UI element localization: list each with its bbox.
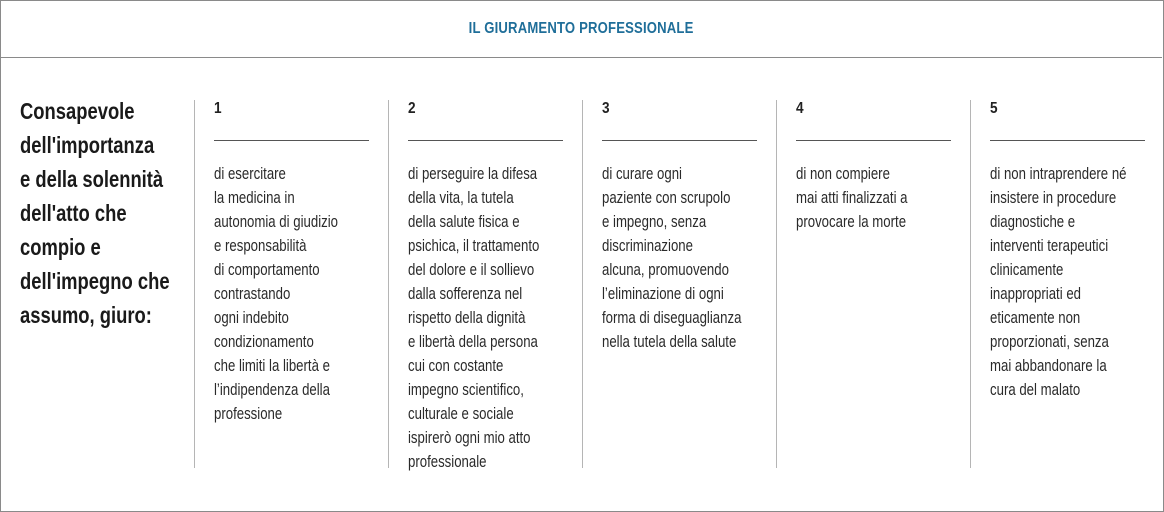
oath-line: mai abbandonare la <box>990 357 1107 375</box>
oath-column-2 <box>388 100 583 471</box>
oath-line: alcuna, promuovendo <box>602 261 729 279</box>
oath-line: impegno scientifico, <box>408 381 524 399</box>
intro-line: compio e <box>20 234 101 260</box>
oath-line: l’indipendenza della <box>214 381 330 399</box>
oath-line: professione <box>214 405 283 423</box>
oath-column-5 <box>970 100 1164 468</box>
divider <box>990 140 1145 141</box>
divider <box>408 140 563 141</box>
intro-line: dell'importanza <box>20 132 155 158</box>
oath-line: clinicamente <box>990 261 1064 279</box>
oath-text <box>408 162 539 474</box>
oath-text <box>990 162 1127 402</box>
oath-line: contrastando <box>214 285 291 303</box>
intro-line: Consapevole <box>20 98 135 124</box>
intro-text <box>20 94 196 332</box>
oath-line: di non intraprendere né <box>990 165 1127 183</box>
oath-line: eticamente non <box>990 309 1081 327</box>
oath-line: di esercitare <box>214 165 286 183</box>
page-title: IL GIURAMENTO PROFESSIONALE <box>468 19 694 37</box>
oath-line: provocare la morte <box>796 213 907 231</box>
oath-line: della salute fisica e <box>408 213 520 231</box>
oath-line: dalla sofferenza nel <box>408 285 523 303</box>
oath-line: proporzionati, senza <box>990 333 1109 351</box>
oath-line: della vita, la tutela <box>408 189 514 207</box>
oath-column-3 <box>582 100 777 468</box>
oath-line: ogni indebito <box>214 309 289 327</box>
oath-text <box>602 162 741 354</box>
divider <box>796 140 951 141</box>
intro-line: dell'impegno che <box>20 268 170 294</box>
oath-line: culturale e sociale <box>408 405 514 423</box>
oath-line: cura del malato <box>990 381 1081 399</box>
oath-line: l’eliminazione di ogni <box>602 285 724 303</box>
oath-line: di non compiere <box>796 165 890 183</box>
divider <box>602 140 757 141</box>
oath-number: 4 <box>796 100 804 117</box>
oath-line: del dolore e il sollievo <box>408 261 535 279</box>
oath-line: diagnostiche e <box>990 213 1076 231</box>
oath-line: mai atti finalizzati a <box>796 189 908 207</box>
oath-number: 2 <box>408 100 416 117</box>
oath-line: psichica, il trattamento <box>408 237 540 255</box>
oath-text <box>796 162 908 234</box>
oath-line: cui con costante <box>408 357 504 375</box>
intro-line: dell'atto che <box>20 200 127 226</box>
oath-column-1 <box>194 100 389 468</box>
oath-line: ispirerò ogni mio atto <box>408 429 531 447</box>
oath-line: autonomia di giudizio <box>214 213 339 231</box>
oath-line: e responsabilità <box>214 237 307 255</box>
oath-number: 1 <box>214 100 222 117</box>
oath-line: rispetto della dignità <box>408 309 526 327</box>
divider <box>214 140 369 141</box>
oath-number: 5 <box>990 100 998 117</box>
intro-line: e della solennità <box>20 166 164 192</box>
intro-line: assumo, giuro: <box>20 302 152 328</box>
oath-line: di perseguire la difesa <box>408 165 538 183</box>
oath-column-4 <box>776 100 971 468</box>
oath-line: di comportamento <box>214 261 320 279</box>
oath-line: di curare ogni <box>602 165 682 183</box>
oath-line: professionale <box>408 453 487 471</box>
oath-line: paziente con scrupolo <box>602 189 731 207</box>
oath-text <box>214 162 338 426</box>
header <box>0 0 1162 58</box>
oath-line: e impegno, senza <box>602 213 707 231</box>
oath-line: inappropriati ed <box>990 285 1081 303</box>
oath-line: forma di diseguaglianza <box>602 309 742 327</box>
oath-line: interventi terapeutici <box>990 237 1109 255</box>
oath-line: condizionamento <box>214 333 314 351</box>
oath-line: che limiti la libertà e <box>214 357 330 375</box>
oath-line: nella tutela della salute <box>602 333 737 351</box>
oath-line: insistere in procedure <box>990 189 1117 207</box>
oath-line: discriminazione <box>602 237 693 255</box>
oath-line: e libertà della persona <box>408 333 538 351</box>
oath-line: la medicina in <box>214 189 295 207</box>
oath-number: 3 <box>602 100 610 117</box>
